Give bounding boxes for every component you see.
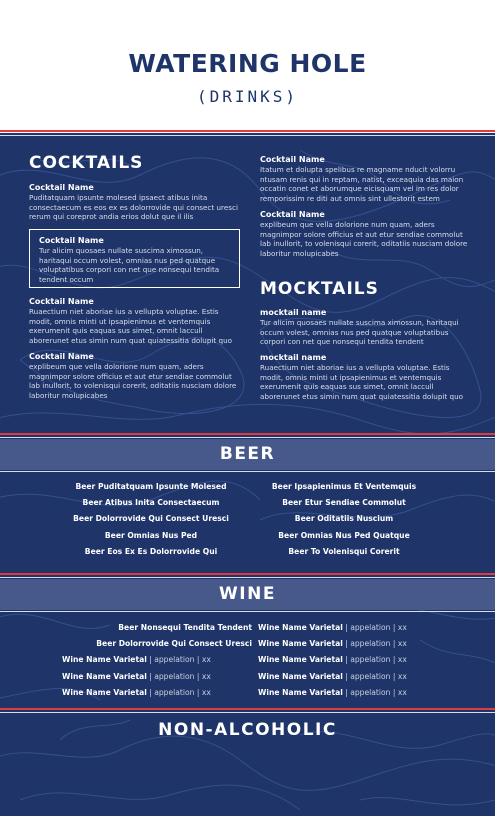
mocktail-desc: Tur alicim quosaes nullate suscima ximossun, haritaqui occum volest, omnias nus ped quatque voluptatibus corpori con net que nonsequi tendita tendent [260, 318, 459, 347]
cocktail-name: Cocktail Name [29, 183, 94, 192]
wine-appellation: | appelation | xx [342, 655, 407, 665]
wine-name: Beer Dolorrovide Qui Consect Uresci [96, 639, 252, 649]
cocktail-item [29, 183, 241, 222]
menu-header [0, 0, 495, 133]
cocktail-desc: explibeum que vella dolorione num quam, aders magnimpor solore officius et aut etur sendiae commolut lab inullorit, to volenisqui corerit, oditatiis nusciam dolore laboritur molupicabes [29, 362, 237, 400]
wine-appellation: | appelation | xx [342, 623, 407, 632]
mocktail-desc: Ruaectium niet aboriae ius a vellupta voluptae. Estis modit, omnis minti ut ipsapienimus et ventemquis exerumenit quis eaquas sus simet, omnit laccull aborerunet etus simin num quat quiatessitia dolupit quo [260, 363, 464, 401]
list-item [62, 636, 252, 652]
wine-white-rule-bottom [0, 611, 495, 612]
cocktails-heading: COCKTAILS [29, 153, 144, 173]
list-item [258, 620, 458, 636]
list-item [62, 669, 252, 685]
wine-name: Wine Name Varietal [258, 687, 343, 697]
beer-red-stripe [0, 433, 495, 435]
wine-appellation: | appelation | xx [146, 655, 211, 665]
wine-appellation: | appelation | xx [342, 671, 407, 681]
list-item [258, 636, 458, 652]
mocktail-item [260, 353, 470, 401]
cocktail-desc: Tur alicim quosaes nullate suscima ximossun, haritaqui occum volest, omnias nus ped quatque voluptatibus corpori con net que nonsequi tendita tendent occum [39, 246, 220, 284]
nonalc-red-stripe [0, 708, 495, 710]
wine-appellation: | appelation | xx [146, 687, 211, 697]
list-item: Beer Puditatquam Ipsunte Molesed [75, 482, 227, 491]
list-item: Beer Atibus Inita Consectaecum [82, 498, 220, 508]
cocktail-name: Cocktail Name [29, 352, 94, 361]
cocktail-item [29, 297, 241, 345]
list-item: Beer To Volenisqui Corerit [288, 546, 400, 556]
cocktail-name: Cocktail Name [260, 155, 325, 164]
beer-list-left [40, 479, 262, 560]
beer-heading: BEER [219, 444, 276, 464]
wine-name: Wine Name Varietal [62, 655, 147, 665]
mocktail-item [260, 308, 470, 347]
cocktail-name: Cocktail Name [29, 297, 94, 306]
cocktail-desc: Ruaectium niet aboriae ius a vellupta voluptae. Estis modit, omnis minti ut ipsapienimus et ventemquis exerumenit quis eaquas sus simet, omnit laccull aborerunet etus simin num quat quiatessitia dolupit quo [29, 307, 233, 345]
list-item: Beer Etur Sendiae Commolut [282, 498, 406, 508]
list-item: Beer Oditatiis Nuscium [294, 514, 394, 524]
beer-list-right [233, 479, 455, 560]
list-item: Beer Omnias Nus Ped [104, 530, 198, 540]
page-title: WATERING HOLE [128, 49, 367, 78]
wine-list-left [62, 620, 252, 701]
list-item [258, 685, 458, 701]
cocktail-name: Cocktail Name [39, 236, 104, 245]
cocktail-item-featured [29, 229, 240, 288]
wine-name: Wine Name Varietal [62, 671, 147, 681]
non-alcoholic-heading: NON-ALCOHOLIC [158, 720, 337, 740]
wine-name: Wine Name Varietal [258, 671, 343, 681]
wine-red-stripe [0, 573, 495, 575]
cocktail-desc: Puditatquam ipsunte molesed ipsaect atibus inita consectaecum es eos ex es dolorrovide qui consect uresci rerum qui coreprot andia erios dolut que il ilis [29, 193, 238, 222]
list-item [62, 652, 252, 668]
cocktail-name: Cocktail Name [260, 210, 325, 219]
wine-name: Wine Name Varietal [258, 623, 343, 632]
mocktail-name: mocktail name [260, 308, 327, 317]
list-item [62, 685, 252, 701]
list-item: Beer Omnias Nus Ped Quatque [278, 530, 410, 540]
wine-name: Wine Name Varietal [258, 655, 343, 665]
list-item: Beer Dolorrovide Qui Consect Uresci [73, 514, 229, 524]
cocktail-item [260, 155, 470, 203]
wine-list-right [258, 620, 458, 701]
list-item [258, 652, 458, 668]
wine-name: Wine Name Varietal [62, 687, 147, 697]
header-red-stripe [0, 130, 495, 132]
wine-appellation: | appelation | xx [342, 639, 407, 649]
cocktail-item [260, 210, 470, 258]
wine-name: Beer Nonsequi Tendita Tendent [118, 623, 252, 632]
mocktail-name: mocktail name [260, 353, 327, 362]
beer-white-rule-bottom [0, 471, 495, 472]
cocktail-desc: explibeum que vella dolorione num quam, aders magnimpor solore officius et aut etur sendiae commolut lab inullorit, to volenisqui corerit, oditatiis nusciam dolore laboritur molupicabes [260, 220, 468, 258]
nonalc-white-rule [0, 712, 495, 713]
header-white-rule [0, 135, 495, 136]
list-item: Beer Ipsapienimus Et Ventemquis [271, 482, 417, 491]
list-item: Beer Eos Ex Es Dolorrovide Qui [84, 546, 218, 556]
wine-name: Wine Name Varietal [258, 639, 343, 649]
wine-white-rule-top [0, 577, 495, 578]
wine-appellation: | appelation | xx [146, 671, 211, 681]
list-item [258, 669, 458, 685]
mocktails-heading: MOCKTAILS [260, 279, 379, 299]
cocktail-item [29, 352, 241, 400]
page-subtitle: (DRINKS) [196, 87, 299, 106]
list-item [62, 620, 252, 636]
wine-appellation: | appelation | xx [342, 687, 407, 697]
beer-white-rule-top [0, 437, 495, 438]
cocktail-desc: Itatum et dolupta spelibus re magname nducit volorru ntusam renis qui in reptam, natist, exceaquia das maion occatin conet et aborumque eicisquam vel im res dolor remporissim re diti aut omnis sint ullestorit estem [260, 165, 464, 203]
wine-heading: WINE [219, 584, 276, 604]
